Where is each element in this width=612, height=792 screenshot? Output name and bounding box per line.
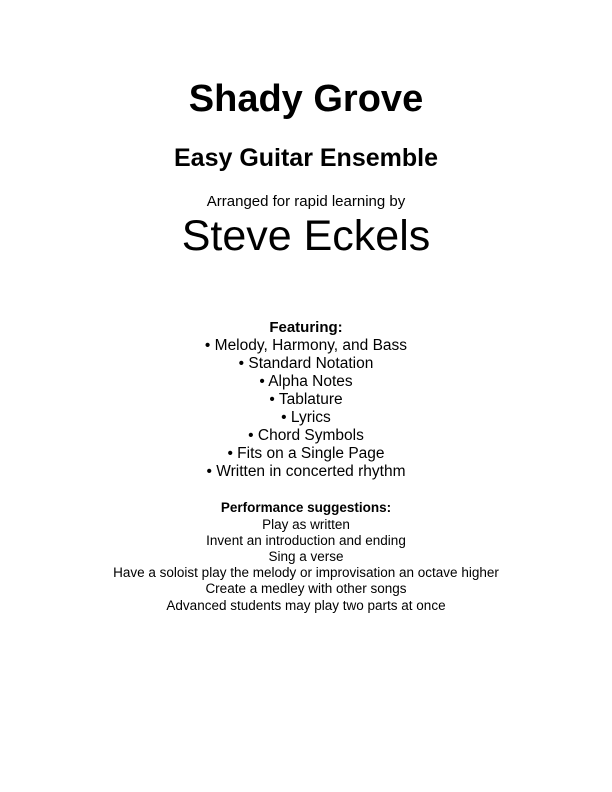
document-subtitle: Easy Guitar Ensemble	[173, 144, 438, 172]
suggestion-item: Have a soloist play the melody or improvisation an octave higher	[113, 565, 499, 581]
suggestion-item: Invent an introduction and ending	[206, 532, 406, 548]
suggestion-item: Advanced students may play two parts at once	[166, 597, 446, 613]
suggestion-item: Play as written	[262, 516, 350, 532]
feature-item: • Written in concerted rhythm	[206, 463, 406, 480]
suggestion-list	[0, 517, 612, 614]
feature-item: • Chord Symbols	[248, 427, 364, 444]
featuring-section	[0, 319, 612, 481]
feature-item: • Tablature	[269, 391, 343, 408]
suggestion-item: Create a medley with other songs	[205, 581, 407, 597]
document-title: Shady Grove	[188, 78, 424, 120]
feature-list	[0, 337, 612, 481]
feature-item: • Alpha Notes	[259, 373, 353, 390]
feature-item: • Melody, Harmony, and Bass	[204, 337, 408, 354]
featuring-heading: Featuring:	[269, 319, 343, 336]
feature-item: • Standard Notation	[238, 355, 374, 372]
feature-item: • Lyrics	[281, 409, 331, 426]
performance-heading: Performance suggestions:	[220, 500, 392, 515]
feature-item: • Fits on a Single Page	[227, 445, 385, 462]
author-name: Steve Eckels	[181, 212, 431, 260]
arranged-by-line: Arranged for rapid learning by	[206, 193, 406, 210]
suggestion-item: Sing a verse	[268, 548, 344, 564]
performance-section	[0, 500, 612, 614]
